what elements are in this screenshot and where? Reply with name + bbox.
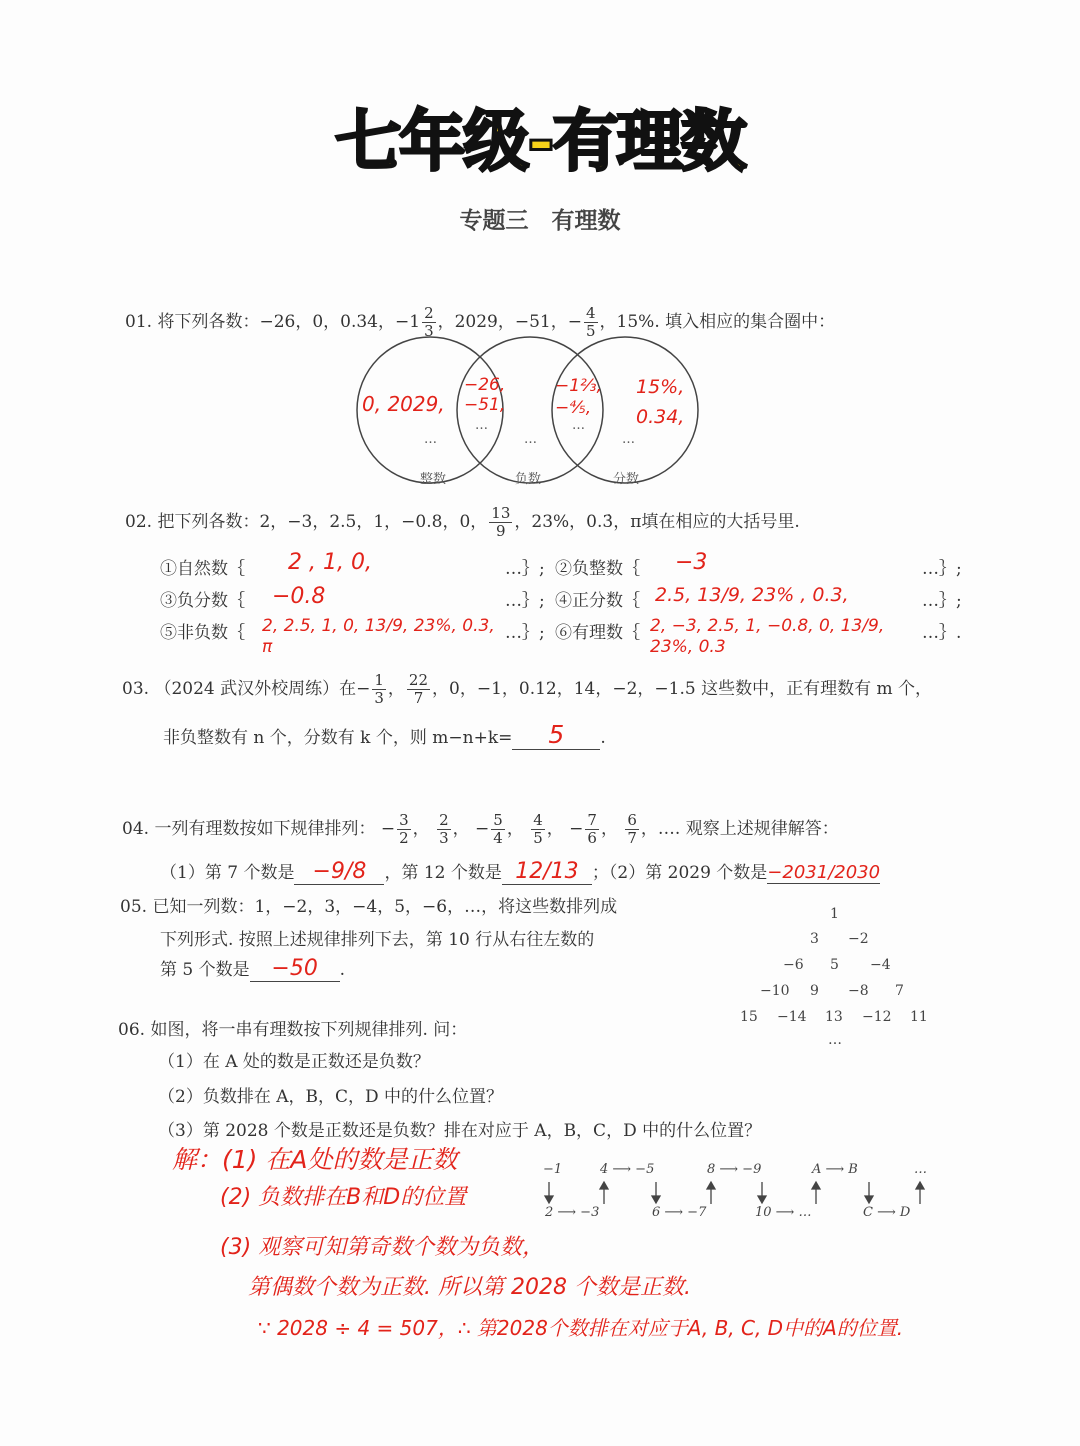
question-number: 02.: [125, 512, 153, 532]
question-03: [122, 672, 932, 707]
numerator: 5: [493, 811, 503, 829]
fraction: [625, 812, 639, 847]
question-text: ，23%，0.3̇，π填在相应的大括号里.: [514, 512, 800, 532]
question-02: [125, 505, 800, 540]
pattern-bottom: C ⟶ D: [863, 1205, 911, 1220]
triangle-number: −4: [870, 957, 891, 973]
set-end: …｝;: [505, 591, 545, 611]
handwritten-solution-line: 解：(1) 在A处的数是正数: [172, 1145, 458, 1174]
triangle-number: 11: [910, 1009, 928, 1025]
triangle-number: 9: [810, 983, 819, 999]
mixed-whole: −1: [395, 312, 421, 332]
question-number: 01.: [125, 312, 153, 332]
denominator: 2: [399, 829, 409, 847]
triangle-number: −14: [777, 1009, 807, 1025]
question-part-3: （3）第 2028 个数是正数还是负数？排在对应于 A，B，C，D 中的什么位置？: [158, 1121, 762, 1141]
question-05: [120, 892, 617, 917]
handwritten-answer: −3: [675, 550, 708, 575]
pattern-top: −1: [543, 1162, 563, 1177]
fraction: [491, 812, 505, 847]
pattern-arrows: [540, 1180, 940, 1206]
answer-line: −1⅔,: [555, 376, 602, 396]
handwritten-answer: −0.8: [272, 584, 326, 609]
question-text: 把下列各数：2，−3，2.5，1，−0.8，0，: [157, 512, 488, 532]
handwritten-solution-line: (2) 负数排在B和D的位置: [220, 1185, 467, 1210]
question-04: 04. 一列有理数按如下规律排列： − $\frac{3}{2}$ ， $\frac{2}{3}$ ， − $\frac{5}{4}$ ， $\frac{4}{5}$ ， − $\frac{7}{6}$ ， $\frac{6}{7}$ ，…. 观察上述规律解答：: [122, 811, 839, 847]
question-text: 已知一列数：1，−2，3，−4，5，−6，…，将这些数排列成: [152, 897, 618, 917]
fraction: [531, 812, 545, 847]
numerator: 4: [533, 811, 543, 829]
denominator: 6: [587, 829, 597, 847]
ellipsis: …: [524, 432, 537, 447]
fraction: [407, 672, 430, 707]
denominator: 9: [496, 522, 506, 540]
numerator: 6: [627, 811, 637, 829]
numerator: 22: [408, 671, 429, 689]
handwritten-answer: [464, 375, 505, 415]
fraction: [397, 812, 411, 847]
question-part-1: （1）在 A 处的数是正数还是负数？: [158, 1052, 430, 1072]
set-end: …｝;: [505, 623, 545, 643]
question-number: 03.: [122, 679, 150, 699]
question-04-parts: [160, 858, 880, 885]
denominator: 3: [374, 689, 384, 707]
answer-blank[interactable]: −50: [250, 956, 340, 982]
denominator: 7: [627, 829, 637, 847]
triangle-number: −6: [783, 957, 804, 973]
question-text: 如图，将一串有理数按下列规律排列. 问：: [150, 1020, 468, 1040]
question-text: ，15%. 填入相应的集合圈中：: [599, 312, 836, 332]
answer-line: 0.34,: [636, 406, 685, 428]
handwritten-answer: 2, 2.5, 1, 0, 13/9, 23%, 0.3, π: [262, 616, 495, 657]
set-end: …｝;: [505, 559, 545, 579]
question-text: （2024 武汉外校周练）在−: [154, 679, 371, 699]
numerator: 1: [374, 671, 384, 689]
handwritten-answer: 2.5, 13/9, 23% , 0.3,: [655, 584, 849, 606]
set-label: ③负分数｛: [160, 591, 245, 611]
denominator: 5: [586, 322, 596, 340]
answer-blank[interactable]: 12/13: [502, 859, 592, 885]
question-number: 04.: [122, 819, 150, 839]
ellipsis: …: [622, 432, 635, 447]
sign: −: [380, 819, 396, 839]
numerator: 7: [587, 811, 597, 829]
pattern-top: A ⟶ B: [812, 1162, 858, 1177]
question-number: 06.: [118, 1020, 146, 1040]
question-05-line3: 第 5 个数是 −50 .: [160, 956, 346, 981]
pattern-top: 4 ⟶ −5: [600, 1162, 655, 1177]
set-end: …｝;: [922, 559, 962, 579]
sign: −: [567, 312, 582, 332]
triangle-ellipsis: …: [828, 1032, 842, 1048]
triangle-number: −10: [760, 983, 790, 999]
question-03-line2: 非负整数有 n 个，分数有 k 个，则 m−n+k= 5 .: [163, 720, 606, 749]
question-text: 下列形式. 按照上述规律排列下去，第 10 行从右往左数的: [160, 930, 595, 950]
triangle-number: −12: [862, 1009, 892, 1025]
numerator: 2: [439, 811, 449, 829]
question-06: [118, 1015, 467, 1040]
answer-line: −51,: [464, 395, 506, 415]
question-text: 第 5 个数是: [160, 960, 250, 980]
handwritten-answer: 2, −3, 2.5, 1, −0.8, 0, 13/9, 23%, 0.3: [650, 616, 885, 657]
triangle-number: 7: [895, 983, 904, 999]
question-text: （1）第 7 个数是: [160, 863, 295, 883]
venn-label-fraction: 分数: [613, 472, 640, 487]
numerator: 13: [491, 504, 511, 522]
handwritten-solution-line: ∵ 2028 ÷ 4 = 507，∴ 第2028个数排在对应于A, B, C, D中的A的位置.: [258, 1316, 904, 1340]
numerator: 3: [399, 811, 409, 829]
handwritten-answer: [636, 372, 684, 432]
ellipsis: …: [572, 418, 585, 433]
set-label: ⑥有理数｛: [555, 623, 640, 643]
question-text: ，2029，−51，: [437, 312, 568, 332]
sign: −: [569, 819, 584, 839]
set-label: ①自然数｛: [160, 559, 245, 579]
triangle-number: 15: [740, 1009, 758, 1025]
question-text: ；（2）第 2029 个数是: [591, 863, 768, 883]
triangle-number: 13: [825, 1009, 843, 1025]
answer-blank[interactable]: −9/8: [294, 859, 384, 885]
ellipsis: …: [424, 432, 437, 447]
question-number: 05.: [120, 897, 148, 917]
separator: ，: [387, 679, 405, 699]
pattern-top: …: [914, 1162, 927, 1177]
numerator: 2: [424, 304, 434, 322]
pattern-bottom: 10 ⟶ …: [755, 1205, 812, 1220]
denominator: 3: [439, 829, 449, 847]
ellipsis: …: [475, 418, 488, 433]
fraction: [372, 672, 386, 707]
set-label: ②负整数｛: [555, 559, 640, 579]
triangle-number: 5: [830, 957, 839, 973]
denominator: 3: [424, 322, 434, 340]
answer-blank[interactable]: −2031/2030: [767, 862, 881, 883]
denominator: 7: [413, 689, 424, 707]
handwritten-solution-line: 第偶数个数为正数. 所以第 2028 个数是正数.: [248, 1275, 691, 1300]
answer-line: −26,: [464, 375, 506, 395]
fraction: [437, 812, 451, 847]
triangle-number: −8: [848, 983, 869, 999]
triangle-number: 3: [810, 931, 819, 947]
venn-label-negative: 负数: [515, 472, 542, 487]
numerator: 4: [586, 304, 596, 322]
pattern-bottom: 2 ⟶ −3: [545, 1205, 600, 1220]
question-part-2: （2）负数排在 A，B，C，D 中的什么位置？: [158, 1087, 504, 1107]
question-text: ，…. 观察上述规律解答：: [640, 819, 839, 839]
section-heading: 专题三 有理数: [459, 207, 621, 234]
set-label: ⑤非负数｛: [160, 623, 245, 643]
handwritten-answer: [555, 375, 602, 419]
handwritten-solution-line: (3) 观察可知第奇数个数为负数，: [220, 1235, 545, 1260]
venn-label-integer: 整数: [420, 472, 447, 487]
triangle-number: 1: [830, 906, 839, 922]
answer-blank[interactable]: 5: [512, 720, 600, 750]
fraction: [585, 812, 599, 847]
fraction: [489, 505, 512, 540]
set-end: …｝.: [922, 623, 962, 643]
banner-title: 七年级-有理数: [335, 103, 745, 180]
sign: −: [475, 819, 490, 839]
question-text: 非负整数有 n 个，分数有 k 个，则 m−n+k=: [163, 728, 513, 748]
denominator: 5: [533, 829, 543, 847]
question-text: ，第 12 个数是: [384, 863, 502, 883]
handwritten-answer: 0, 2029,: [362, 392, 445, 416]
set-label: ④正分数｛: [555, 591, 640, 611]
question-text: 将下列各数：−26，0，0.34，: [157, 312, 395, 332]
answer-line: 15%,: [636, 376, 685, 398]
question-text: 一列有理数按如下规律排列：: [154, 819, 376, 839]
triangle-number: −2: [848, 931, 869, 947]
pattern-top: 8 ⟶ −9: [707, 1162, 762, 1177]
answer-line: −⅘,: [555, 398, 592, 418]
pattern-bottom: 6 ⟶ −7: [652, 1205, 707, 1220]
handwritten-answer: 2 , 1, 0,: [288, 550, 372, 575]
set-end: …｝;: [922, 591, 962, 611]
denominator: 4: [493, 829, 503, 847]
question-text: ，0，−1，0.12，14，−2，−1.5 这些数中，正有理数有 m 个，: [432, 679, 933, 699]
